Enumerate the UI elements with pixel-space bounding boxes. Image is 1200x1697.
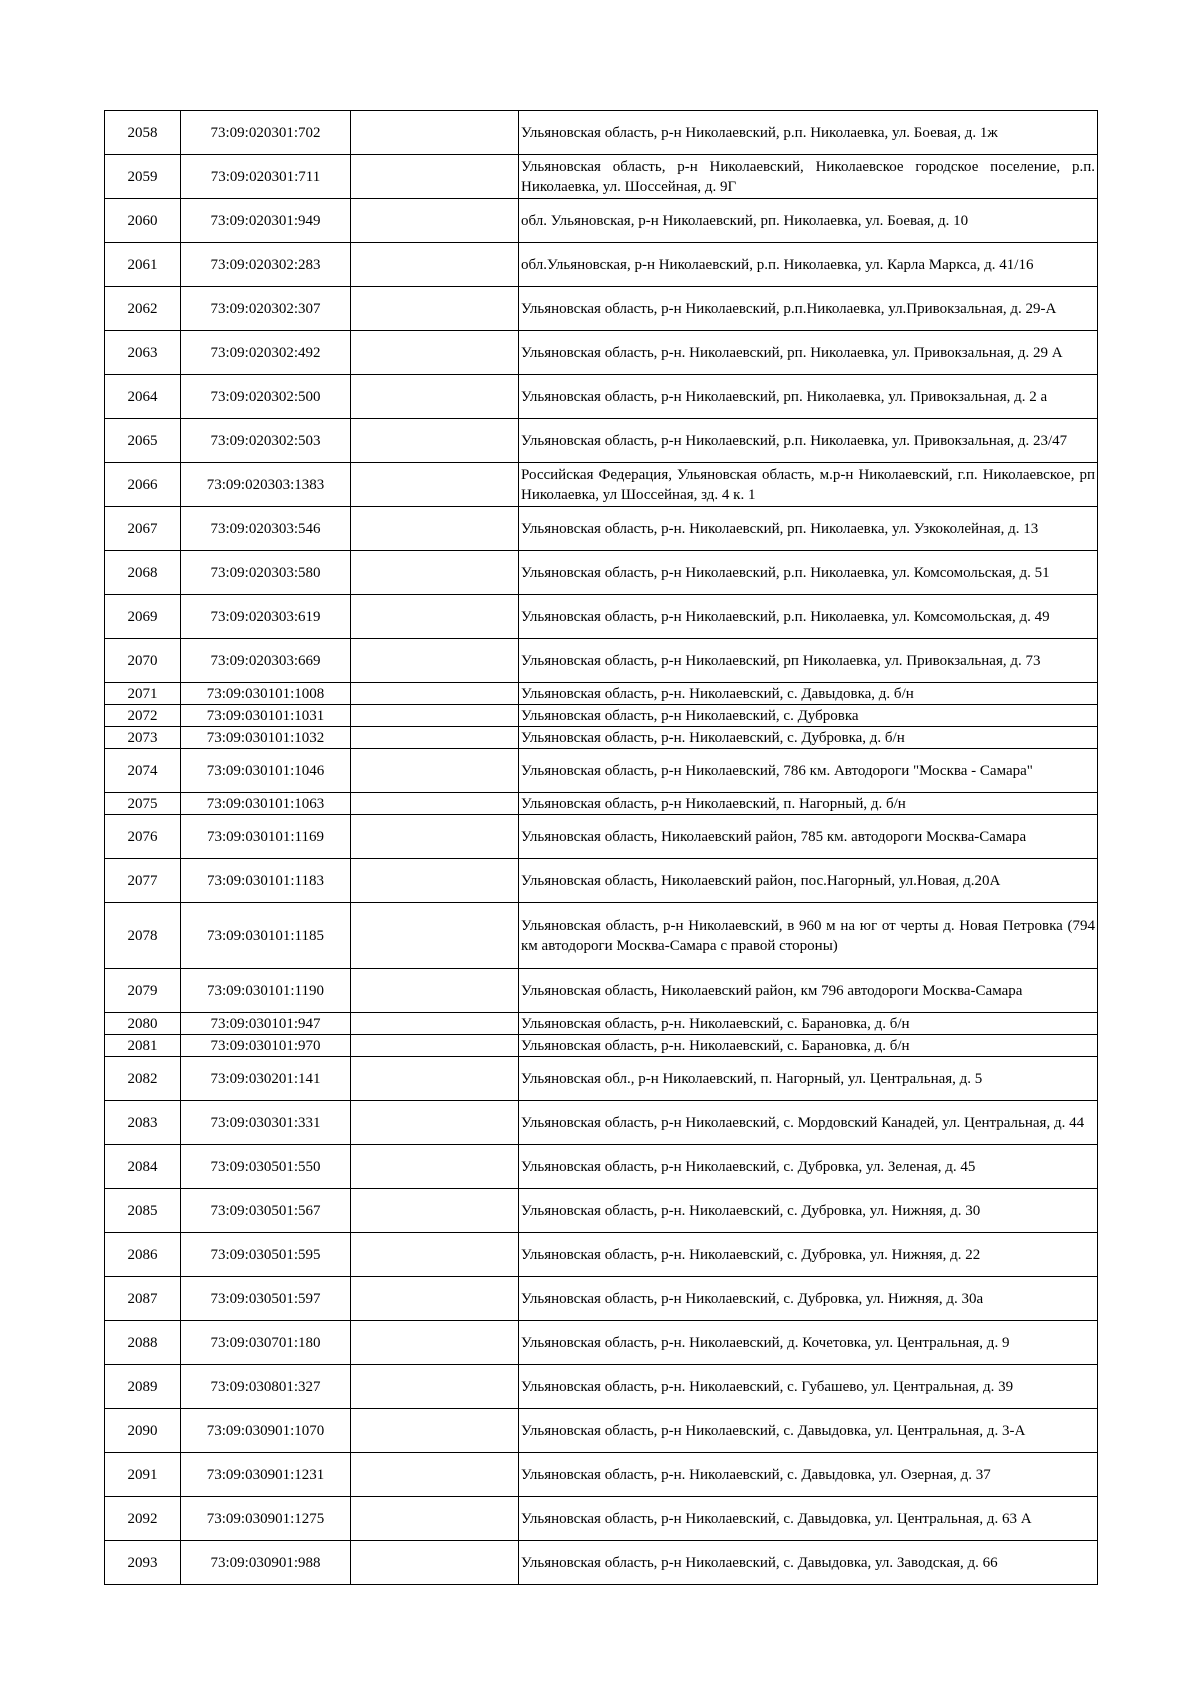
row-number: 2078 [105,903,181,969]
cadastral-number: 73:09:020301:711 [181,155,351,199]
row-number: 2070 [105,639,181,683]
row-number: 2061 [105,243,181,287]
address-cell: Ульяновская область, р-н Николаевский, с. Давыдовка, ул. Заводская, д. 66 [519,1541,1098,1585]
row-number: 2065 [105,419,181,463]
row-number: 2093 [105,1541,181,1585]
address-cell: Ульяновская область, р-н. Николаевский, д. Кочетовка, ул. Центральная, д. 9 [519,1321,1098,1365]
address-cell: Ульяновская область, р-н. Николаевский, с. Барановка, д. б/н [519,1035,1098,1057]
row-number: 2086 [105,1233,181,1277]
table-row [105,507,1098,551]
address-cell: Ульяновская область, Николаевский район, 785 км. автодороги Москва-Самара [519,815,1098,859]
owner-cell [351,1057,519,1101]
row-number: 2063 [105,331,181,375]
owner-cell [351,683,519,705]
table-row [105,331,1098,375]
address-cell: Ульяновская область, р-н Николаевский, 786 км. Автодороги "Москва - Самара" [519,749,1098,793]
table-row [105,595,1098,639]
address-cell: обл.Ульяновская, р-н Николаевский, р.п. Николаевка, ул. Карла Маркса, д. 41/16 [519,243,1098,287]
address-cell: Ульяновская область, р-н Николаевский, с. Дубровка, ул. Нижняя, д. 30а [519,1277,1098,1321]
owner-cell [351,155,519,199]
table-row [105,1013,1098,1035]
cadastral-number: 73:09:030301:331 [181,1101,351,1145]
row-number: 2058 [105,111,181,155]
cadastral-number: 73:09:020303:669 [181,639,351,683]
row-number: 2067 [105,507,181,551]
row-number: 2071 [105,683,181,705]
row-number: 2084 [105,1145,181,1189]
row-number: 2092 [105,1497,181,1541]
address-cell: Ульяновская область, р-н. Николаевский, с. Давыдовка, ул. Озерная, д. 37 [519,1453,1098,1497]
table-row [105,815,1098,859]
address-cell: Ульяновская область, р-н. Николаевский, с. Губашево, ул. Центральная, д. 39 [519,1365,1098,1409]
row-number: 2080 [105,1013,181,1035]
cadastral-number: 73:09:020302:307 [181,287,351,331]
address-cell: Ульяновская область, р-н Николаевский, Николаевское городское поселение, р.п. Николаевка, ул. Шоссейная, д. 9Г [519,155,1098,199]
row-number: 2089 [105,1365,181,1409]
address-cell: Ульяновская область, р-н. Николаевский, с. Дубровка, ул. Нижняя, д. 30 [519,1189,1098,1233]
table-row [105,1453,1098,1497]
cadastral-number: 73:09:020303:546 [181,507,351,551]
row-number: 2081 [105,1035,181,1057]
cadastral-number: 73:09:030501:550 [181,1145,351,1189]
row-number: 2076 [105,815,181,859]
cadastral-number: 73:09:030101:1190 [181,969,351,1013]
owner-cell [351,375,519,419]
row-number: 2075 [105,793,181,815]
registry-table [104,110,1098,1585]
table-row [105,419,1098,463]
owner-cell [351,463,519,507]
owner-cell [351,793,519,815]
table-row [105,1365,1098,1409]
table-row [105,1497,1098,1541]
table-row [105,969,1098,1013]
cadastral-number: 73:09:030801:327 [181,1365,351,1409]
table-row [105,155,1098,199]
row-number: 2068 [105,551,181,595]
address-cell: Ульяновская область, р-н Николаевский, р.п. Николаевка, ул. Комсомольская, д. 49 [519,595,1098,639]
row-number: 2066 [105,463,181,507]
cadastral-number: 73:09:030901:1275 [181,1497,351,1541]
address-cell: обл. Ульяновская, р-н Николаевский, рп. Николаевка, ул. Боевая, д. 10 [519,199,1098,243]
row-number: 2079 [105,969,181,1013]
row-number: 2059 [105,155,181,199]
table-row [105,1233,1098,1277]
cadastral-number: 73:09:030101:1169 [181,815,351,859]
address-cell: Ульяновская область, р-н. Николаевский, рп. Николаевка, ул. Привокзальная, д. 29 А [519,331,1098,375]
table-row [105,1145,1098,1189]
cadastral-number: 73:09:030101:1185 [181,903,351,969]
row-number: 2077 [105,859,181,903]
row-number: 2073 [105,727,181,749]
row-number: 2060 [105,199,181,243]
owner-cell [351,1277,519,1321]
row-number: 2069 [105,595,181,639]
owner-cell [351,551,519,595]
row-number: 2082 [105,1057,181,1101]
table-row [105,1321,1098,1365]
table-row [105,287,1098,331]
cadastral-number: 73:09:030501:595 [181,1233,351,1277]
address-cell: Ульяновская область, р-н Николаевский, п. Нагорный, д. б/н [519,793,1098,815]
owner-cell [351,969,519,1013]
table-row [105,375,1098,419]
cadastral-number: 73:09:030501:567 [181,1189,351,1233]
row-number: 2091 [105,1453,181,1497]
address-cell: Российская Федерация, Ульяновская область, м.р-н Николаевский, г.п. Николаевское, рп Николаевка, ул Шоссейная, зд. 4 к. 1 [519,463,1098,507]
address-cell: Ульяновская область, Николаевский район, км 796 автодороги Москва-Самара [519,969,1098,1013]
cadastral-number: 73:09:030901:1070 [181,1409,351,1453]
row-number: 2072 [105,705,181,727]
owner-cell [351,1145,519,1189]
table-row [105,199,1098,243]
owner-cell [351,287,519,331]
owner-cell [351,1541,519,1585]
owner-cell [351,1409,519,1453]
cadastral-number: 73:09:020303:619 [181,595,351,639]
owner-cell [351,1497,519,1541]
table-row [105,111,1098,155]
owner-cell [351,1101,519,1145]
owner-cell [351,859,519,903]
address-cell: Ульяновская область, р-н Николаевский, с. Давыдовка, ул. Центральная, д. 3-А [519,1409,1098,1453]
address-cell: Ульяновская область, р-н Николаевский, в 960 м на юг от черты д. Новая Петровка (794 км автодороги Москва-Самара с правой стороны) [519,903,1098,969]
table-row [105,1101,1098,1145]
row-number: 2064 [105,375,181,419]
cadastral-number: 73:09:020301:949 [181,199,351,243]
address-cell: Ульяновская область, р-н Николаевский, с. Мордовский Канадей, ул. Центральная, д. 44 [519,1101,1098,1145]
owner-cell [351,595,519,639]
address-cell: Ульяновская область, р-н Николаевский, р.п.Николаевка, ул.Привокзальная, д. 29-А [519,287,1098,331]
address-cell: Ульяновская область, р-н. Николаевский, с. Дубровка, д. б/н [519,727,1098,749]
owner-cell [351,1321,519,1365]
row-number: 2083 [105,1101,181,1145]
cadastral-number: 73:09:030101:947 [181,1013,351,1035]
table-row [105,1409,1098,1453]
address-cell: Ульяновская область, р-н. Николаевский, с. Дубровка, ул. Нижняя, д. 22 [519,1233,1098,1277]
address-cell: Ульяновская область, р-н Николаевский, с. Давыдовка, ул. Центральная, д. 63 А [519,1497,1098,1541]
owner-cell [351,331,519,375]
cadastral-number: 73:09:020303:580 [181,551,351,595]
owner-cell [351,705,519,727]
table-row [105,749,1098,793]
address-cell: Ульяновская обл., р-н Николаевский, п. Нагорный, ул. Центральная, д. 5 [519,1057,1098,1101]
address-cell: Ульяновская область, р-н Николаевский, с. Дубровка, ул. Зеленая, д. 45 [519,1145,1098,1189]
address-cell: Ульяновская область, Николаевский район, пос.Нагорный, ул.Новая, д.20А [519,859,1098,903]
table-row [105,463,1098,507]
cadastral-number: 73:09:030701:180 [181,1321,351,1365]
table-row [105,683,1098,705]
owner-cell [351,1189,519,1233]
cadastral-number: 73:09:030101:1063 [181,793,351,815]
table-row [105,903,1098,969]
row-number: 2062 [105,287,181,331]
owner-cell [351,1453,519,1497]
table-row [105,793,1098,815]
cadastral-number: 73:09:020302:492 [181,331,351,375]
row-number: 2088 [105,1321,181,1365]
row-number: 2074 [105,749,181,793]
owner-cell [351,639,519,683]
cadastral-number: 73:09:020301:702 [181,111,351,155]
owner-cell [351,749,519,793]
table-row [105,1189,1098,1233]
address-cell: Ульяновская область, р-н Николаевский, с. Дубровка [519,705,1098,727]
registry-body [105,111,1098,1585]
owner-cell [351,199,519,243]
row-number: 2090 [105,1409,181,1453]
table-row [105,639,1098,683]
cadastral-number: 73:09:030101:1032 [181,727,351,749]
owner-cell [351,1013,519,1035]
cadastral-number: 73:09:030101:1183 [181,859,351,903]
table-row [105,727,1098,749]
cadastral-number: 73:09:030101:1046 [181,749,351,793]
address-cell: Ульяновская область, р-н. Николаевский, с. Давыдовка, д. б/н [519,683,1098,705]
cadastral-number: 73:09:030101:970 [181,1035,351,1057]
address-cell: Ульяновская область, р-н Николаевский, рп. Николаевка, ул. Привокзальная, д. 2 а [519,375,1098,419]
cadastral-number: 73:09:030901:1231 [181,1453,351,1497]
cadastral-number: 73:09:030201:141 [181,1057,351,1101]
owner-cell [351,815,519,859]
owner-cell [351,903,519,969]
cadastral-number: 73:09:030501:597 [181,1277,351,1321]
address-cell: Ульяновская область, р-н Николаевский, р.п. Николаевка, ул. Боевая, д. 1ж [519,111,1098,155]
owner-cell [351,507,519,551]
cadastral-number: 73:09:020302:500 [181,375,351,419]
cadastral-number: 73:09:020302:283 [181,243,351,287]
cadastral-number: 73:09:030901:988 [181,1541,351,1585]
table-row [105,243,1098,287]
address-cell: Ульяновская область, р-н. Николаевский, с. Барановка, д. б/н [519,1013,1098,1035]
owner-cell [351,1233,519,1277]
address-cell: Ульяновская область, р-н Николаевский, р.п. Николаевка, ул. Комсомольская, д. 51 [519,551,1098,595]
cadastral-number: 73:09:020302:503 [181,419,351,463]
table-row [105,1035,1098,1057]
table-row [105,1541,1098,1585]
table-row [105,705,1098,727]
owner-cell [351,419,519,463]
owner-cell [351,1035,519,1057]
owner-cell [351,1365,519,1409]
table-row [105,859,1098,903]
address-cell: Ульяновская область, р-н Николаевский, р.п. Николаевка, ул. Привокзальная, д. 23/47 [519,419,1098,463]
cadastral-number: 73:09:030101:1031 [181,705,351,727]
row-number: 2085 [105,1189,181,1233]
cadastral-number: 73:09:030101:1008 [181,683,351,705]
table-row [105,1277,1098,1321]
row-number: 2087 [105,1277,181,1321]
table-row [105,1057,1098,1101]
table-row [105,551,1098,595]
cadastral-number: 73:09:020303:1383 [181,463,351,507]
owner-cell [351,727,519,749]
address-cell: Ульяновская область, р-н. Николаевский, рп. Николаевка, ул. Узкоколейная, д. 13 [519,507,1098,551]
owner-cell [351,243,519,287]
address-cell: Ульяновская область, р-н Николаевский, рп Николаевка, ул. Привокзальная, д. 73 [519,639,1098,683]
owner-cell [351,111,519,155]
